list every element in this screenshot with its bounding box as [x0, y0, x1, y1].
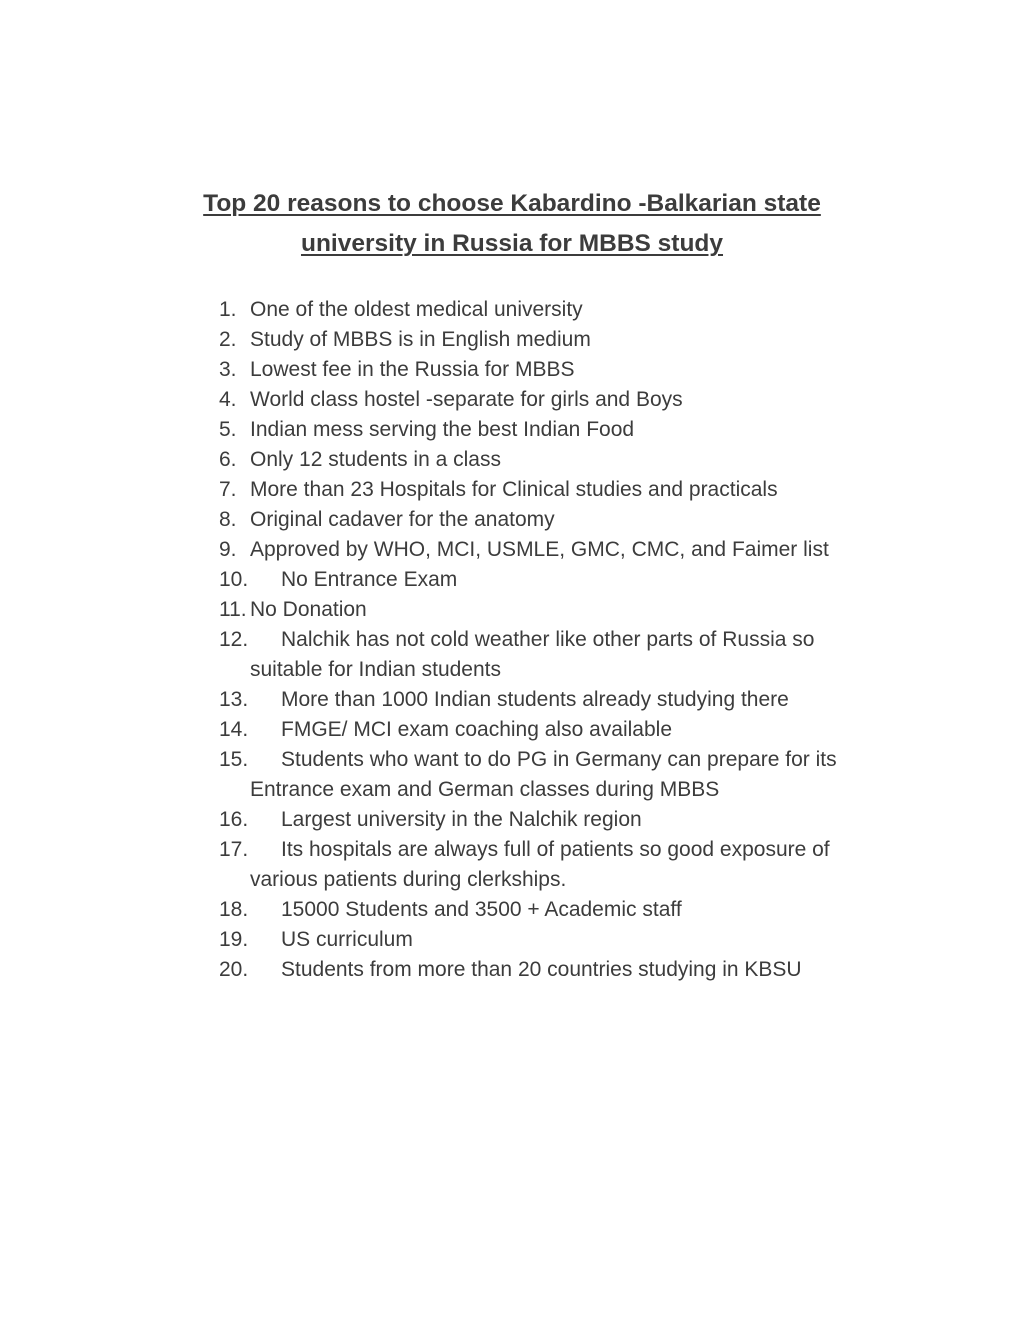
list-item-text: World class hostel -separate for girls and Boys	[250, 388, 683, 411]
list-item	[0, 925, 890, 955]
list-item-text: Original cadaver for the anatomy	[250, 508, 555, 531]
list-item-number: 17.	[219, 838, 249, 861]
list-item	[0, 385, 890, 415]
list-item	[0, 685, 890, 715]
list-item-text: Its hospitals are always full of patients so good exposure of various patients during clerkships.	[250, 838, 830, 891]
list-item-text: Nalchik has not cold weather like other parts of Russia so suitable for Indian students	[250, 628, 815, 681]
list-item-number: 5.	[219, 418, 237, 441]
list-item-number: 9.	[219, 538, 237, 561]
list-item-text: US curriculum	[281, 928, 413, 951]
list-item-number: 8.	[219, 508, 237, 531]
list-item	[0, 505, 890, 535]
list-item-number: 2.	[219, 328, 237, 351]
list-item	[0, 745, 890, 805]
list-item-text: Study of MBBS is in English medium	[250, 328, 591, 351]
list-item-number: 6.	[219, 448, 237, 471]
list-item-text: Largest university in the Nalchik region	[281, 808, 642, 831]
list-item	[0, 595, 890, 625]
list-item-text: Indian mess serving the best Indian Food	[250, 418, 635, 441]
title-line-1: Top 20 reasons to choose Kabardino -Balkarian state	[203, 190, 821, 217]
list-item-number: 4.	[219, 388, 237, 411]
list-item-text: One of the oldest medical university	[250, 298, 583, 321]
list-item-text: Only 12 students in a class	[250, 448, 501, 471]
list-item	[0, 295, 890, 325]
list-item-text: Approved by WHO, MCI, USMLE, GMC, CMC, and Faimer list	[250, 538, 829, 561]
list-item	[0, 955, 890, 985]
list-item-number: 3.	[219, 358, 237, 381]
list-item-text: No Donation	[250, 598, 367, 621]
list-item	[0, 445, 890, 475]
list-item	[0, 475, 890, 505]
list-item	[0, 325, 890, 355]
list-item	[0, 415, 890, 445]
list-item-text: More than 23 Hospitals for Clinical studies and practicals	[250, 478, 778, 501]
list-item	[0, 565, 890, 595]
list-item	[0, 895, 890, 925]
list-item-text: Lowest fee in the Russia for MBBS	[250, 358, 575, 381]
list-item	[0, 805, 890, 835]
list-item-number: 1.	[219, 298, 237, 321]
list-item-number: 13.	[219, 688, 249, 711]
list-item-number: 7.	[219, 478, 237, 501]
title-line-2: university in Russia for MBBS study	[300, 230, 724, 257]
list-item-number: 11.	[219, 598, 247, 621]
list-item	[0, 835, 890, 895]
list-item-number: 20.	[219, 958, 249, 981]
list-item	[0, 535, 890, 565]
list-item-number: 15.	[219, 748, 249, 771]
list-item-text: Students who want to do PG in Germany can prepare for its Entrance exam and German classes during MBBS	[250, 748, 837, 801]
reasons-list	[0, 295, 1024, 985]
list-item-number: 14.	[219, 718, 249, 741]
list-item-text: Students from more than 20 countries studying in KBSU	[281, 958, 802, 981]
list-item	[0, 355, 890, 385]
list-item-text: 15000 Students and 3500 + Academic staff	[281, 898, 682, 921]
list-item-number: 18.	[219, 898, 249, 921]
document-title	[150, 184, 874, 264]
list-item	[0, 715, 890, 745]
list-item-text: No Entrance Exam	[281, 568, 458, 591]
list-item-number: 10.	[219, 568, 249, 591]
list-item	[0, 625, 890, 685]
list-item-number: 16.	[219, 808, 249, 831]
list-item-text: FMGE/ MCI exam coaching also available	[281, 718, 672, 741]
list-item-number: 12.	[219, 628, 249, 651]
list-item-number: 19.	[219, 928, 249, 951]
list-item-text: More than 1000 Indian students already studying there	[281, 688, 789, 711]
